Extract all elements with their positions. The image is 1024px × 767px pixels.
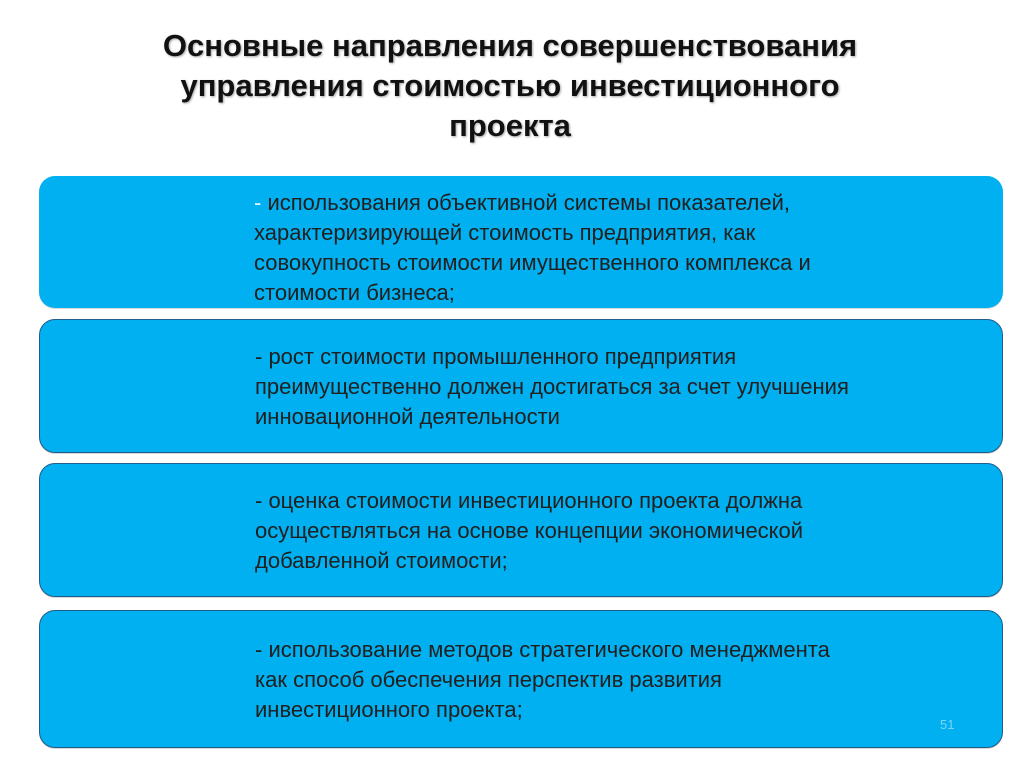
slide-title <box>60 26 960 146</box>
direction-box-2 <box>39 319 1003 453</box>
direction-4-line-3: инвестиционного проекта; <box>255 697 523 722</box>
direction-text-3 <box>255 486 980 576</box>
direction-text-1 <box>254 188 981 308</box>
direction-4-line-1: - использование методов стратегического менеджмента <box>255 637 830 662</box>
direction-1-line-1-text: использования объективной системы показателей, <box>267 190 791 215</box>
direction-box-1 <box>39 176 1003 308</box>
direction-text-4 <box>255 635 980 725</box>
direction-4-line-2: как способ обеспечения перспектив развития <box>255 667 722 692</box>
direction-3-line-3: добавленной стоимости; <box>255 548 508 573</box>
direction-1-line-2: характеризирующей стоимость предприятия, как <box>254 220 756 245</box>
direction-box-3 <box>39 463 1003 597</box>
page-number: 51 <box>940 717 955 732</box>
direction-2-line-3: инновационной деятельности <box>255 404 560 429</box>
direction-1-dash: - <box>254 190 268 215</box>
direction-3-line-1: - оценка стоимости инвестиционного проекта должна <box>255 488 803 513</box>
direction-2-line-1: - рост стоимости промышленного предприятия <box>255 344 737 369</box>
direction-box-4 <box>39 610 1003 748</box>
direction-1-line-3: совокупность стоимости имущественного комплекса и <box>254 250 811 275</box>
direction-text-2 <box>255 342 980 432</box>
direction-2-line-2: преимущественно должен достигаться за счет улучшения <box>255 374 849 399</box>
direction-3-line-2: осуществляться на основе концепции экономической <box>255 518 804 543</box>
title-line-1: Основные направления совершенствования <box>162 28 858 63</box>
title-line-2: управления стоимостью инвестиционного <box>180 68 840 103</box>
direction-1-line-1 <box>254 188 981 218</box>
title-line-3: проекта <box>449 108 571 143</box>
direction-1-line-4: стоимости бизнеса; <box>254 280 455 305</box>
